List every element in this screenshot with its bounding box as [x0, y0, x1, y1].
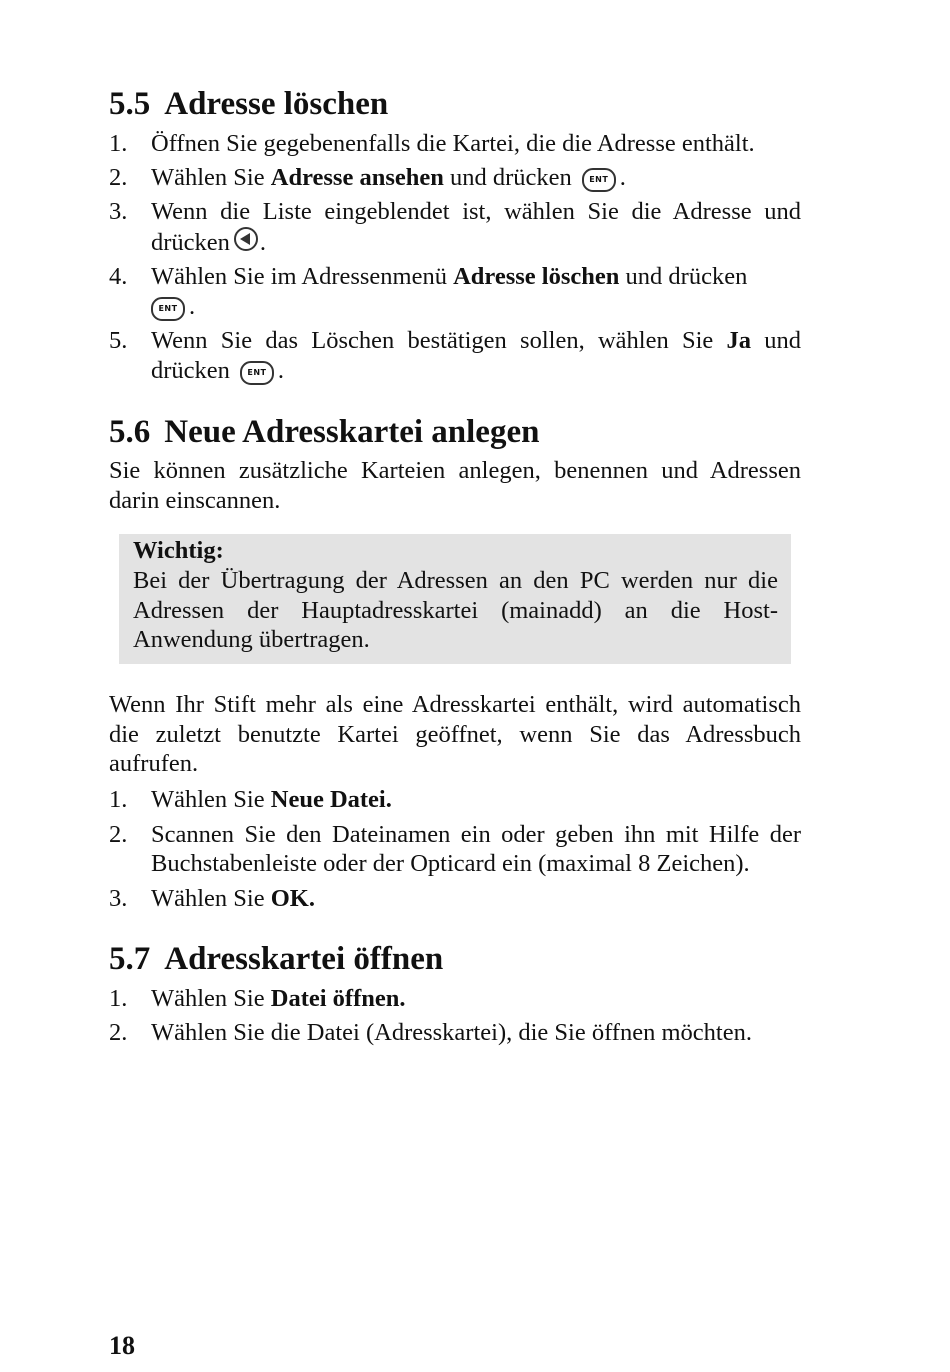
step-number: 2. — [109, 1019, 128, 1047]
step-text: . — [189, 292, 196, 320]
list-item — [109, 820, 801, 880]
page-content — [109, 84, 801, 1048]
section-number: 5.5 — [109, 86, 151, 122]
body-paragraph: Wenn Ihr Stift mehr als eine Adresskartei enthält, wird automatisch die zuletzt benutzte Kartei geöffnet, wenn Sie das Adressbuch aufrufen. — [109, 690, 801, 778]
menu-term: Neue Datei. — [270, 786, 392, 814]
menu-term: OK. — [270, 884, 315, 912]
note-title: Wichtig: — [133, 537, 224, 565]
step-number: 4. — [109, 263, 128, 291]
step-number: 5. — [109, 327, 128, 355]
step-number: 2. — [109, 820, 128, 848]
step-number: 1. — [109, 786, 128, 814]
step-number: 1. — [109, 984, 128, 1012]
list-item — [109, 326, 801, 386]
page-number: 18 — [109, 1331, 135, 1360]
section-heading-5-5 — [109, 84, 801, 124]
step-text: . — [619, 163, 626, 191]
back-arrow-icon — [234, 227, 258, 251]
note-text: Bei der Übertragung der Adressen an den PC werden nur die Adressen der Hauptadresskartei (mainadd) an die Host-Anwendung übertragen. — [133, 567, 778, 654]
section-number: 5.6 — [109, 413, 151, 450]
step-number: 3. — [109, 884, 128, 912]
step-text: Öffnen Sie gegebenenfalls die Kartei, die die Adresse enthält. — [151, 129, 755, 157]
step-text: Wählen Sie die Datei (Adresskartei), die Sie öffnen möchten. — [151, 1019, 752, 1047]
step-number: 3. — [109, 198, 128, 226]
step-text: . — [277, 357, 285, 385]
step-text: Wählen Sie im Adressenmenü — [151, 263, 454, 291]
step-text: Wählen Sie — [151, 786, 271, 814]
step-text: Wählen Sie — [151, 884, 271, 912]
section-title: Adresse löschen — [164, 86, 389, 122]
menu-term: Adresse ansehen — [270, 163, 444, 191]
important-note-box — [119, 534, 791, 663]
step-number: 2. — [109, 163, 128, 191]
step-text: Wählen Sie — [151, 163, 271, 191]
menu-term: Datei öffnen. — [270, 984, 406, 1012]
menu-term: Ja — [726, 327, 751, 355]
step-text: und drücken — [151, 327, 801, 385]
list-item — [109, 163, 801, 193]
section-title: Adresskartei öffnen — [164, 941, 444, 978]
step-text: Wenn die Liste eingeblendet ist, wählen Sie die Adresse und drücken — [151, 198, 801, 256]
list-item — [109, 262, 801, 322]
step-number: 1. — [109, 129, 128, 157]
list-item — [109, 884, 801, 914]
enter-key-icon: ENT — [151, 297, 185, 321]
intro-paragraph: Sie können zusätzliche Karteien anlegen, benennen und Adressen darin einscannen. — [109, 456, 801, 514]
section-heading-5-6 — [109, 412, 801, 452]
section-heading-5-7 — [109, 939, 801, 979]
list-item — [109, 129, 801, 159]
enter-key-icon: ENT — [582, 168, 616, 192]
menu-term: Adresse löschen — [453, 263, 620, 291]
list-item — [109, 785, 801, 815]
step-text: Scannen Sie den Dateinamen ein oder geben ihn mit Hilfe der Buchstabenleiste oder der Opticard ein (maximal 8 Zeichen). — [151, 820, 801, 878]
step-text: Wenn Sie das Löschen bestätigen sollen, wählen Sie — [151, 327, 727, 355]
list-item — [109, 1018, 801, 1048]
enter-key-icon: ENT — [240, 361, 274, 385]
step-text: und drücken — [443, 163, 572, 191]
step-text: und drücken — [619, 263, 748, 291]
section-title: Neue Adresskartei anlegen — [164, 413, 540, 450]
steps-list-5-5 — [109, 129, 801, 386]
step-text: Wählen Sie — [151, 984, 271, 1012]
steps-list-5-7 — [109, 984, 801, 1048]
step-text: . — [259, 228, 267, 256]
section-number: 5.7 — [109, 941, 151, 978]
steps-list-5-6 — [109, 785, 801, 913]
list-item — [109, 984, 801, 1014]
list-item — [109, 197, 801, 258]
